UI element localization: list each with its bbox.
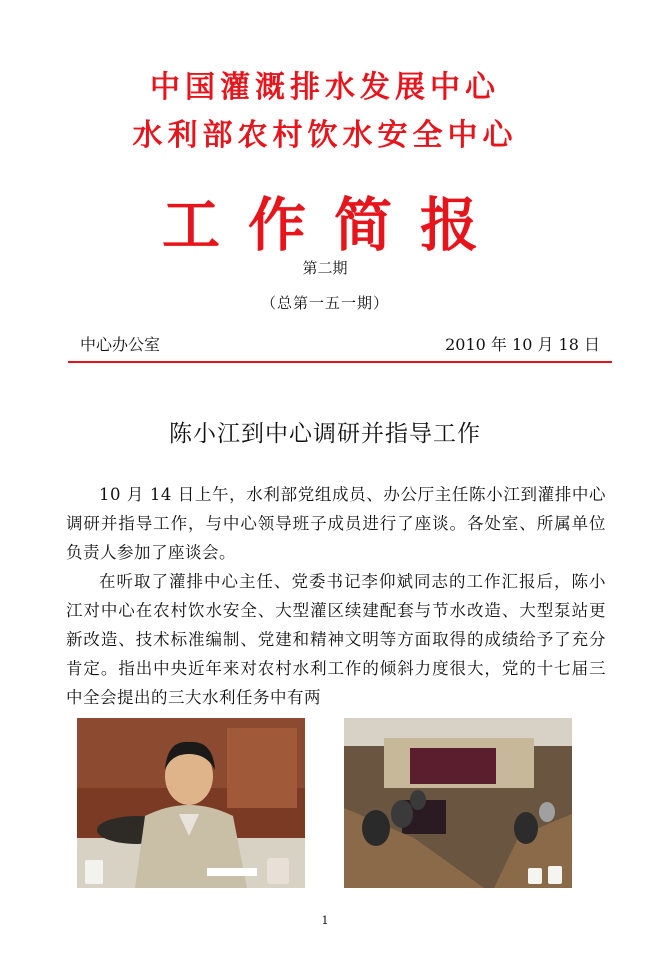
- article-paragraph: 在听取了灌排中心主任、党委书记李仰斌同志的工作汇报后，陈小江对中心在农村饮水安全、大型灌区续建配套与节水改造、大型泵站更新改造、技术标准编制、党建和精神文明等方面取得的成绩给予了充分肯定。指出中央近年来对农村水利工作的倾斜力度很大，党的十七届三中全会提出的三大水利任务中有两: [66, 572, 606, 707]
- org-name-line2: 水利部农村饮水安全中心: [132, 118, 518, 153]
- department-name: 中心办公室: [80, 335, 161, 354]
- page-number: 1: [321, 914, 329, 927]
- total-issue-number: （总第一五一期）: [260, 294, 389, 312]
- issue-number: 第二期: [302, 259, 348, 277]
- publish-date: 2010 年 10 月 18 日: [445, 335, 600, 354]
- red-divider: [68, 361, 612, 363]
- article-body: [66, 480, 606, 712]
- meeting-photo-speaker: [77, 718, 305, 888]
- org-name-line1: 中国灌溉排水发展中心: [150, 70, 500, 105]
- article-title: 陈小江到中心调研并指导工作: [169, 421, 481, 447]
- article-paragraph: 10 月 14 日上午，水利部党组成员、办公厅主任陈小江到灌排中心调研并指导工作，与中心领导班子成员进行了座谈。各处室、所属单位负责人参加了座谈会。: [66, 485, 606, 562]
- masthead-title: 工作简报: [161, 191, 506, 259]
- meeting-photo-conference: [344, 718, 572, 888]
